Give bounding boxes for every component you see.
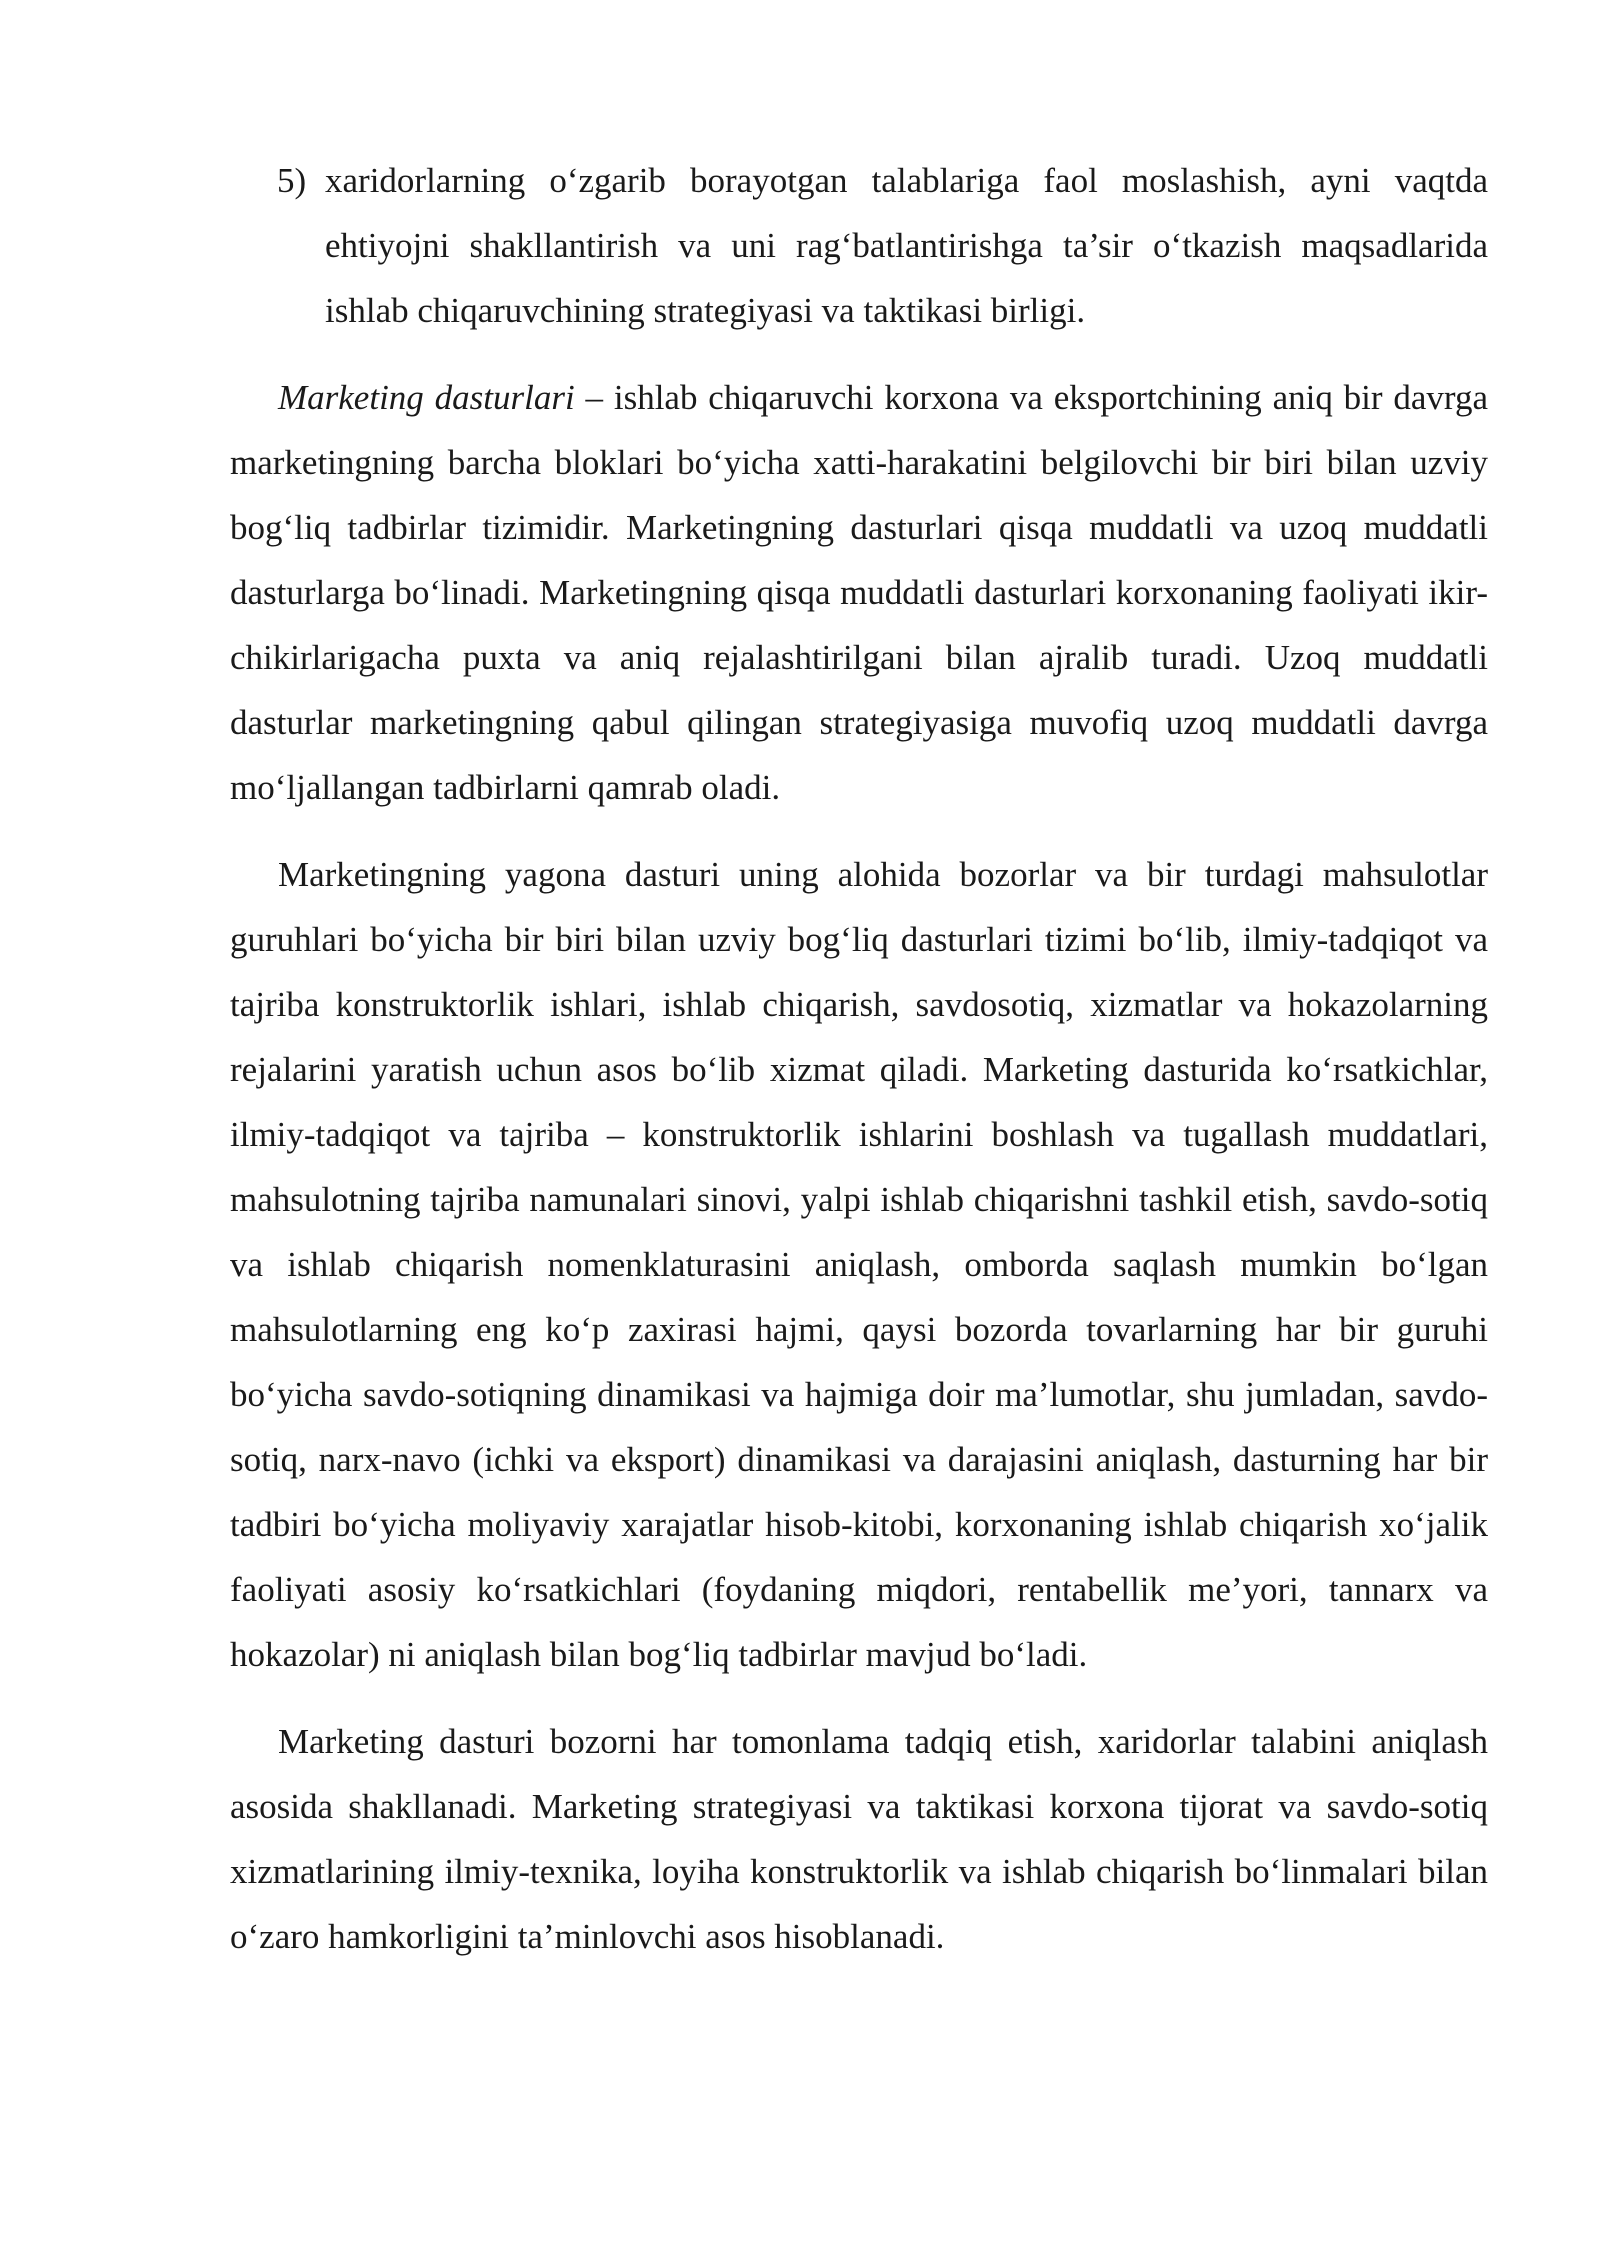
paragraph-marketing-programs <box>230 365 1488 820</box>
list-marker: 5) <box>277 161 307 200</box>
list-item-text: xaridorlarning o‘zgarib borayotgan talablariga faol moslashish, ayni vaqtda ehtiyojni shakllantirish va uni rag‘batlantirishga ta’sir o‘tkazish maqsadlarida ishlab chiqaruvchining strategiyasi va taktikasi birligi. <box>325 161 1488 330</box>
paragraph-text: – ishlab chiqaruvchi korxona va eksportchining aniq bir davrga marketingning barcha bloklari bo‘yicha xatti-harakatini belgilovchi bir biri bilan uzviy bog‘liq tadbirlar tizimidir. Marketingning dasturlari qisqa muddatli va uzoq muddatli dasturlarga bo‘linadi. Marketingning qisqa muddatli dasturlari korxonaning faoliyati ikir-chikirlarigacha puxta va aniq rejalashtirilgani bilan ajralib turadi. Uzoq muddatli dasturlar marketingning qabul qilingan strategiyasiga muvofiq uzoq muddatli davrga mo‘ljallangan tadbirlarni qamrab oladi. <box>230 378 1488 807</box>
defined-term: Marketing dasturlari <box>278 378 575 417</box>
list-item-5 <box>230 148 1488 343</box>
document-body <box>230 148 1488 1991</box>
paragraph-unified-program <box>230 842 1488 1687</box>
paragraph-program-formation <box>230 1709 1488 1969</box>
paragraph-text: Marketingning yagona dasturi uning alohida bozorlar va bir turdagi mahsulotlar guruhlari bo‘yicha bir biri bilan uzviy bog‘liq dasturlari tizimi bo‘lib, ilmiy-tadqiqot va tajriba konstruktorlik ishlari, ishlab chiqarish, savdosotiq, xizmatlar va hokazolarning rejalarini yaratish uchun asos bo‘lib xizmat qiladi. Marketing dasturida ko‘rsatkichlar, ilmiy-tadqiqot va tajriba – konstruktorlik ishlarini boshlash va tugallash muddatlari, mahsulotning tajriba namunalari sinovi, yalpi ishlab chiqarishni tashkil etish, savdo-sotiq va ishlab chiqarish nomenklaturasini aniqlash, omborda saqlash mumkin bo‘lgan mahsulotlarning eng ko‘p zaxirasi hajmi, qaysi bozorda tovarlarning har bir guruhi bo‘yicha savdo-sotiqning dinamikasi va hajmiga doir ma’lumotlar, shu jumladan, savdo-sotiq, narx-navo (ichki va eksport) dinamikasi va darajasini aniqlash, dasturning har bir tadbiri bo‘yicha moliyaviy xarajatlar hisob-kitobi, korxonaning ishlab chiqarish xo‘jalik faoliyati asosiy ko‘rsatkichlari (foydaning miqdori, rentabellik me’yori, tannarx va hokazolar) ni aniqlash bilan bog‘liq tadbirlar mavjud bo‘ladi. <box>230 855 1488 1674</box>
paragraph-text: Marketing dasturi bozorni har tomonlama tadqiq etish, xaridorlar talabini aniqlash asosida shakllanadi. Marketing strategiyasi va taktikasi korxona tijorat va savdo-sotiq xizmatlarining ilmiy-texnika, loyiha konstruktorlik va ishlab chiqarish bo‘linmalari bilan o‘zaro hamkorligini ta’minlovchi asos hisoblanadi. <box>230 1722 1488 1956</box>
